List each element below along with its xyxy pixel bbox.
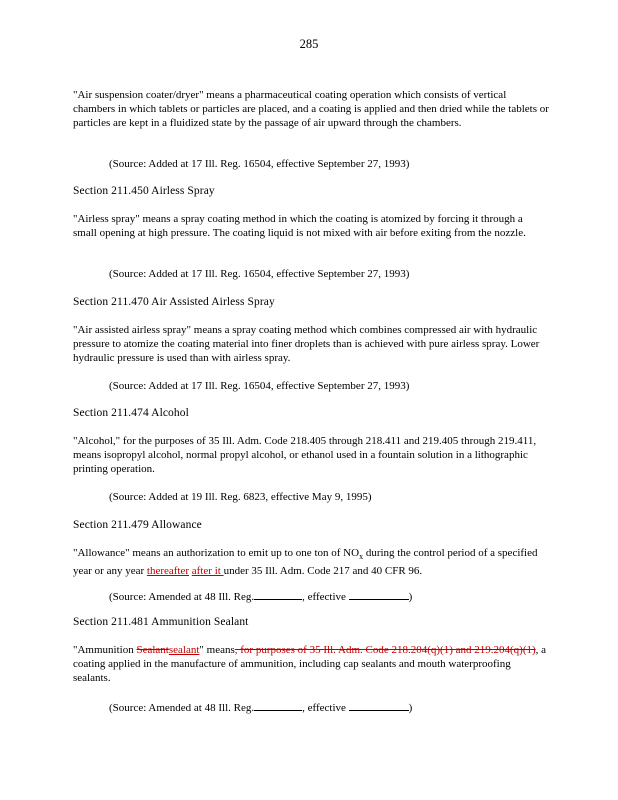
air-assisted-airless-spray-source-note: (Source: Added at 17 Ill. Reg. 16504, effective September 27, 1993) bbox=[109, 380, 410, 392]
alcohol-definition: "Alcohol," for the purposes of 35 Ill. Adm. Code 218.405 through 218.411 and 219.405 through 219.411, means isopropyl alcohol, normal propyl alcohol, or ethanol used in a fountain solution in a lithographic printing operation. bbox=[73, 435, 537, 475]
effective-date-blank bbox=[349, 588, 409, 600]
register-page-blank bbox=[254, 699, 302, 711]
source-middle: , effective bbox=[302, 591, 349, 603]
airless-spray-source-note: (Source: Added at 17 Ill. Reg. 16504, effective September 27, 1993) bbox=[109, 268, 410, 280]
nox-subscript: x bbox=[359, 552, 364, 562]
allowance-source-note bbox=[109, 588, 412, 604]
section-211-450-heading: Section 211.450 Airless Spray bbox=[73, 185, 215, 197]
source-prefix: (Source: Amended at 48 Ill. Reg. bbox=[109, 591, 255, 603]
deleted-text-sealant: Sealant bbox=[136, 644, 169, 656]
source-suffix: ) bbox=[408, 591, 413, 603]
section-211-479-heading: Section 211.479 Allowance bbox=[73, 519, 202, 531]
ammunition-sealant-source-note bbox=[109, 699, 412, 715]
allowance-text-1: "Allowance" means an authorization to emit up to one ton of NO bbox=[73, 547, 360, 559]
air-suspension-source-note: (Source: Added at 17 Ill. Reg. 16504, effective September 27, 1993) bbox=[109, 158, 410, 170]
air-suspension-definition: "Air suspension coater/dryer" means a pharmaceutical coating operation which consists of vertical chambers in which tablets or particles are placed, and a coating is applied and then dried while the tablets or particles are kept in a fluidized state by the passage of air upward through the chambers. bbox=[73, 89, 549, 129]
ammunition-text-2: " means bbox=[199, 644, 235, 656]
allowance-text-2: during the control period of a specified year or any year bbox=[73, 547, 538, 578]
deleted-text-purposes-clause: , for purposes of 35 Ill. Adm. Code 218.204(q)(1) and 219.204(q)(1) bbox=[234, 644, 536, 656]
source-prefix: (Source: Amended at 48 Ill. Reg. bbox=[109, 702, 255, 714]
inserted-text-after-it: after it bbox=[191, 565, 224, 578]
section-211-481-heading: Section 211.481 Ammunition Sealant bbox=[73, 616, 249, 628]
page-number: 285 bbox=[299, 37, 319, 51]
inserted-text-sealant: sealant bbox=[168, 644, 200, 656]
ammunition-text-1: "Ammunition bbox=[73, 644, 137, 656]
section-211-470-heading: Section 211.470 Air Assisted Airless Spray bbox=[73, 296, 275, 308]
allowance-text-3: under 35 Ill. Adm. Code 217 and 40 CFR 96. bbox=[223, 565, 423, 578]
ammunition-sealant-definition bbox=[73, 643, 549, 685]
source-suffix: ) bbox=[408, 702, 413, 714]
inserted-text-thereafter: thereafter bbox=[146, 565, 190, 578]
source-middle: , effective bbox=[302, 702, 349, 714]
alcohol-source-note: (Source: Added at 19 Ill. Reg. 6823, effective May 9, 1995) bbox=[109, 491, 372, 503]
allowance-definition bbox=[73, 546, 549, 578]
effective-date-blank bbox=[349, 699, 409, 711]
air-assisted-airless-spray-definition: "Air assisted airless spray" means a spray coating method which combines compressed air with hydraulic pressure to atomize the coating material into finer droplets than is achieved with pure airless spray. Lower hydraulic pressure is used than with airless spray. bbox=[73, 324, 540, 364]
section-211-474-heading: Section 211.474 Alcohol bbox=[73, 407, 189, 419]
register-page-blank bbox=[254, 588, 302, 600]
ammunition-text-3: , a coating applied in the manufacture of ammunition, including cap sealants and mouth waterproofing sealants. bbox=[73, 644, 547, 684]
airless-spray-definition: "Airless spray" means a spray coating method in which the coating is atomized by forcing it through a small opening at high pressure. The coating liquid is not mixed with air before exiting from the nozzle. bbox=[73, 213, 526, 239]
